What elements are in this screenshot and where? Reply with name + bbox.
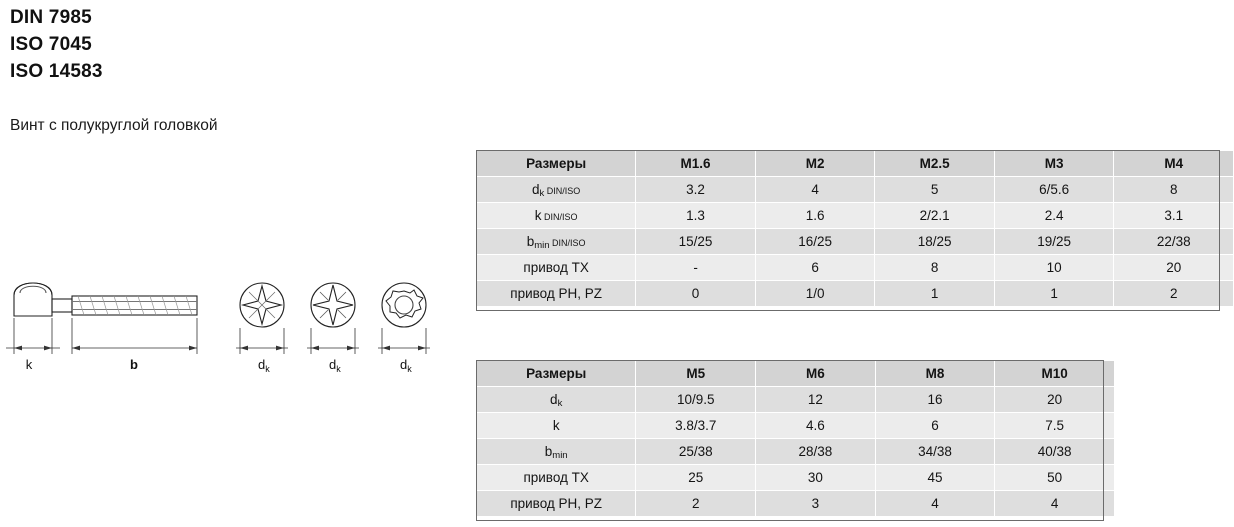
cell: 22/38: [1114, 229, 1234, 255]
screw-neck: [52, 299, 72, 312]
row-label-k: k: [477, 413, 636, 439]
screw-head-outline: [14, 283, 52, 316]
cell: 2/2.1: [875, 203, 995, 229]
cell: 1: [875, 281, 995, 307]
cell: 30: [756, 465, 876, 491]
cell: 4: [875, 491, 995, 517]
product-subtitle: Винт с полукруглой головкой: [10, 117, 218, 134]
cell: 15/25: [636, 229, 756, 255]
dimension-label-b: b: [130, 357, 138, 372]
dimension-label-dk-2: $d_k$: [329, 357, 341, 374]
cell: 8: [1114, 177, 1234, 203]
cell: 4: [755, 177, 875, 203]
technical-drawing: [0, 270, 460, 390]
cell: 25: [636, 465, 756, 491]
cell: 16/25: [755, 229, 875, 255]
cell: 28/38: [756, 439, 876, 465]
standard-iso-7045: ISO 7045: [10, 34, 92, 55]
th-m10: M10: [995, 361, 1115, 387]
th-m4: M4: [1114, 151, 1234, 177]
th-m6: M6: [756, 361, 876, 387]
torx-head-view: [382, 283, 426, 327]
cell: 6/5.6: [994, 177, 1114, 203]
cell: 6: [755, 255, 875, 281]
th-dimensions: Размеры: [477, 151, 636, 177]
cell: 3: [756, 491, 876, 517]
cell: 1.3: [636, 203, 756, 229]
cell: 0: [636, 281, 756, 307]
standard-din-7985: DIN 7985: [10, 7, 92, 28]
row-label-dk: dk DIN/ISO: [477, 177, 636, 203]
table-row: [477, 255, 1234, 281]
dimensions-table-large: [476, 360, 1234, 517]
row-label-ph-pz: привод PH, PZ: [477, 491, 636, 517]
table-row: [477, 413, 1234, 439]
cell: -: [636, 255, 756, 281]
row-label-bmin: bmin: [477, 439, 636, 465]
cell-empty: [1114, 465, 1233, 491]
cell: 20: [1114, 255, 1234, 281]
th-m2: M2: [755, 151, 875, 177]
row-label-tx: привод TX: [477, 255, 636, 281]
standard-iso-14583: ISO 14583: [10, 61, 103, 82]
cell: 3.1: [1114, 203, 1234, 229]
row-label-k: k DIN/ISO: [477, 203, 636, 229]
phillips-head-view: [240, 283, 284, 327]
table-header-row: [477, 151, 1234, 177]
cell: 1.6: [755, 203, 875, 229]
table-row: [477, 465, 1234, 491]
row-label-ph-pz: привод PH, PZ: [477, 281, 636, 307]
th-empty: [1114, 361, 1233, 387]
cell: 10: [994, 255, 1114, 281]
cell: 50: [995, 465, 1115, 491]
th-m8: M8: [875, 361, 995, 387]
cell: 1: [994, 281, 1114, 307]
pozidriv-head-view: [311, 283, 355, 327]
cell: 4: [995, 491, 1115, 517]
table-row: [477, 177, 1234, 203]
cell-empty: [1114, 491, 1233, 517]
cell: 40/38: [995, 439, 1115, 465]
dimension-label-dk-3: $d_k$: [400, 357, 412, 374]
cell-empty: [1114, 439, 1233, 465]
cell: 20: [995, 387, 1115, 413]
cell: 6: [875, 413, 995, 439]
cell: 16: [875, 387, 995, 413]
cell: 3.8/3.7: [636, 413, 756, 439]
table-row: [477, 281, 1234, 307]
row-label-bmin: bmin DIN/ISO: [477, 229, 636, 255]
table-row: [477, 439, 1234, 465]
cell: 19/25: [994, 229, 1114, 255]
row-label-dk: dk: [477, 387, 636, 413]
cell: 45: [875, 465, 995, 491]
cell: 8: [875, 255, 995, 281]
cell: 18/25: [875, 229, 995, 255]
table-row: [477, 491, 1234, 517]
cell: 1/0: [755, 281, 875, 307]
dimension-label-k: k: [25, 357, 33, 372]
table-row: [477, 229, 1234, 255]
table-row: [477, 203, 1234, 229]
th-m2-5: M2.5: [875, 151, 995, 177]
table-header-row: [477, 361, 1234, 387]
cell: 5: [875, 177, 995, 203]
th-dimensions: Размеры: [477, 361, 636, 387]
cell-empty: [1114, 413, 1233, 439]
cell: 2: [1114, 281, 1234, 307]
standards-title-block: [10, 4, 450, 85]
cell: 7.5: [995, 413, 1115, 439]
row-label-tx: привод TX: [477, 465, 636, 491]
cell-empty: [1114, 387, 1233, 413]
cell: 12: [756, 387, 876, 413]
cell: 10/9.5: [636, 387, 756, 413]
cell: 2.4: [994, 203, 1114, 229]
cell: 25/38: [636, 439, 756, 465]
th-m1-6: M1.6: [636, 151, 756, 177]
cell: 34/38: [875, 439, 995, 465]
table-row: [477, 387, 1234, 413]
screw-drawing-svg: [0, 270, 460, 390]
th-m5: M5: [636, 361, 756, 387]
cell: 2: [636, 491, 756, 517]
th-m3: M3: [994, 151, 1114, 177]
cell: 3.2: [636, 177, 756, 203]
cell: 4.6: [756, 413, 876, 439]
dimension-label-dk-1: $d_k$: [258, 357, 270, 374]
dimensions-table-small: [476, 150, 1234, 307]
dimensions-table-small-wrap: [476, 150, 1234, 307]
dimensions-table-large-wrap: [476, 360, 1234, 517]
